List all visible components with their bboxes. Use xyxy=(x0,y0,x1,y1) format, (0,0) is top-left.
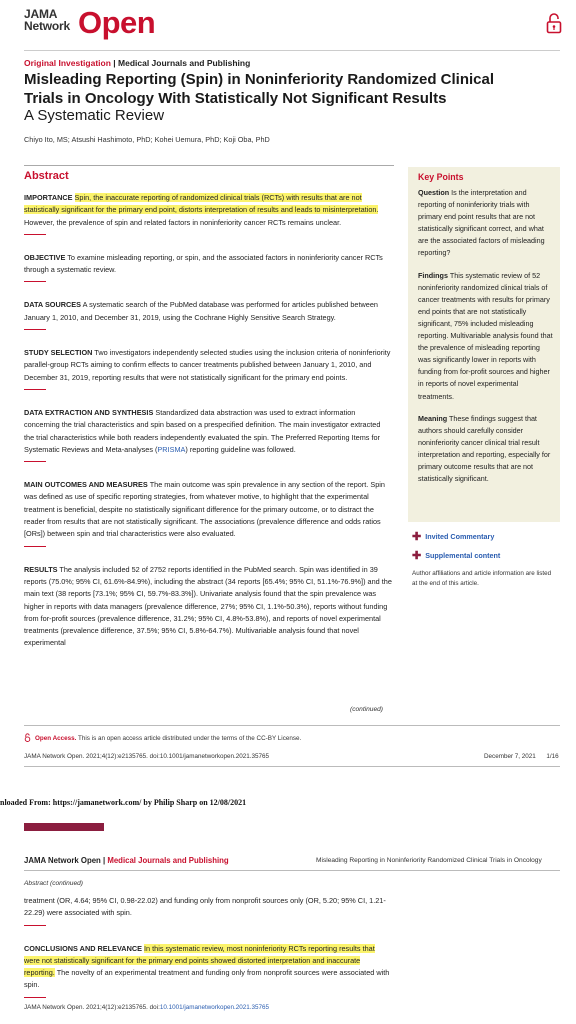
findings-label: Findings xyxy=(418,270,448,280)
page2-header-rule xyxy=(24,870,560,871)
section-divider xyxy=(24,997,46,998)
section-divider xyxy=(24,329,46,330)
open-access-text: This is an open access article distributed under the terms of the CC-BY License. xyxy=(76,735,302,742)
section-divider xyxy=(24,234,46,235)
conclusions-text: The novelty of an experimental treatment and funding only from nonprofit sources were associated with spin. xyxy=(24,968,390,990)
main-outcomes-label: MAIN OUTCOMES AND MEASURES xyxy=(24,480,148,490)
abstract-main-outcomes xyxy=(24,479,392,546)
results-continued-text: treatment (OR, 4.64; 95% CI, 0.98-22.02) and funding only from nonprofit sources only (OR, 5.20; 95% CI, 1.21-22.29) were associated with spin. xyxy=(24,896,386,918)
results-text: The analysis included 52 of 2752 reports identified in the PubMed search. Spin was identified in 39 reports (75.0%; 95% CI, 61.6%-84.9%), including the abstract (34 reports [65.4%; 95% CI, 51.1%-76.9%]) and the main text (38 reports [73.1%; 95% CI, 59.7%-83.3%]). Univariate analysis found that the spin prevalence was higher in reports with data managers (prevalence difference, 27%; 95% CI, 1.1%-50.3%), reports without funding from for-profit sources (prevalence difference, 31.2%; 95% CI, 4.8%-53.8%), and reports of novel experimental treatments (prevalence difference, 37.5%; 95% CI, 5.8%-64.7%). Multivariable analysis found that novel experimental xyxy=(24,564,392,648)
article-type-line xyxy=(24,58,250,68)
importance-highlight: Spin, the inaccurate reporting of randomized clinical trials (RCTs) with results that are not statistically significant for the primary end point, distorts interpretation of results and leads to misinterpretation. xyxy=(24,193,379,215)
key-points-body xyxy=(418,187,554,495)
abstract-body xyxy=(24,192,392,667)
logo-network-text: Network xyxy=(24,19,70,33)
key-points-question xyxy=(418,187,554,260)
footer-date-page xyxy=(484,753,559,760)
study-selection-text: Two investigators independently selected studies using the inclusion criteria of noninferiority parallel-group RCTs aiming to confirm effects to cancer treatments published between January 1, 2010, and December 31, 2019, reporting results that were not statistically significant for the primary end points. xyxy=(24,348,391,382)
article-category[interactable]: Medical Journals and Publishing xyxy=(118,58,251,68)
article-type-separator: | xyxy=(110,58,119,68)
lock-open-icon xyxy=(546,12,562,34)
abstract-rule xyxy=(24,165,394,166)
logo-jama-text: JAMA xyxy=(24,7,58,21)
continued-note: (continued) xyxy=(350,706,383,713)
abstract-importance xyxy=(24,192,392,235)
abstract-study-selection xyxy=(24,347,392,390)
section-divider xyxy=(24,281,46,282)
page2-separator: | xyxy=(100,856,108,865)
abstract-objective xyxy=(24,252,392,283)
findings-text: This systematic review of 52 noninferiority randomized clinical trials of cancer treatments with results for primary end points that are not statistically significant, 75% included misleading reporting. Multivariable analysis found that the prevalence of misleading reporting was significantly lower in reports with funding from for-profit sources and higher in reports of novel experimental treatments. xyxy=(418,270,553,401)
open-access-line xyxy=(24,733,301,742)
page2-citation xyxy=(24,1004,269,1011)
supplemental-content-label: Supplemental content xyxy=(425,551,501,560)
invited-commentary-link[interactable] xyxy=(412,530,494,543)
page2-category[interactable]: Medical Journals and Publishing xyxy=(107,856,229,865)
key-points-findings xyxy=(418,270,554,403)
author-affiliations-note: Author affiliations and article information are listed at the end of this article. xyxy=(412,570,552,587)
conclusions-label: CONCLUSIONS AND RELEVANCE xyxy=(24,943,142,953)
question-text: Is the interpretation and reporting of noninferiority trials with primary end point results that are not statistically significant correct, and what are the associated factors of misleading reporting? xyxy=(418,188,545,258)
abstract-results xyxy=(24,564,392,650)
prisma-link[interactable]: PRISMA xyxy=(157,444,186,454)
key-points-box xyxy=(408,167,560,522)
citation-footer: JAMA Network Open. 2021;4(12):e2135765. doi:10.1001/jamanetworkopen.2021.35765 xyxy=(24,753,270,760)
study-selection-label: STUDY SELECTION xyxy=(24,348,93,358)
article-type[interactable]: Original Investigation xyxy=(24,58,111,68)
results-continued xyxy=(24,895,392,926)
conclusions-highlight: In this systematic review, most noninferiority RCTs reporting results that were not statistically significant for the primary end points showed distorted interpretation and inaccurate reporting. xyxy=(24,943,375,978)
doi-link[interactable]: 10.1001/jamanetworkopen.2021.35765 xyxy=(159,1004,270,1011)
data-extraction-label: DATA EXTRACTION AND SYNTHESIS xyxy=(24,407,154,417)
header-rule xyxy=(24,50,560,51)
section-divider xyxy=(24,461,46,462)
objective-label: OBJECTIVE xyxy=(24,252,66,262)
plus-icon: ✚ xyxy=(412,531,422,543)
section-divider xyxy=(24,546,46,547)
question-label: Question xyxy=(418,188,450,197)
objective-text: To examine misleading reporting, or spin, and the associated factors in noninferiority cancer RCTs through a systematic review. xyxy=(24,252,383,275)
supplemental-content-link[interactable] xyxy=(412,549,500,562)
page2-abstract-body xyxy=(24,895,392,1015)
abstract-heading: Abstract xyxy=(24,170,69,182)
open-access-icon xyxy=(24,733,31,742)
publication-date: December 7, 2021 xyxy=(484,753,536,760)
meaning-label: Meaning xyxy=(418,413,448,423)
importance-label: IMPORTANCE xyxy=(24,193,73,202)
data-sources-label: DATA SOURCES xyxy=(24,300,82,310)
abstract-data-extraction xyxy=(24,407,392,462)
importance-text: However, the prevalence of spin and related factors in noninferiority cancer RCTs remains unclear. xyxy=(24,217,342,227)
page2-accent-bar xyxy=(24,823,104,831)
plus-icon: ✚ xyxy=(412,550,422,562)
key-points-meaning xyxy=(418,413,554,486)
author-list: Chiyo Ito, MS; Atsushi Hashimoto, PhD; Kohei Uemura, PhD; Koji Oba, PhD xyxy=(24,135,270,144)
open-access-label: Open Access. xyxy=(35,735,77,742)
abstract-conclusions xyxy=(24,943,392,998)
article-title: Misleading Reporting (Spin) in Noninferiority Randomized Clinical Trials in Oncology With Statistically Not Significant Results xyxy=(24,71,495,107)
download-watermark: nloaded From: https://jamanetwork.com/ by Philip Sharp on 12/08/2021 xyxy=(0,798,247,807)
section-divider xyxy=(24,925,46,926)
page-number: 1/16 xyxy=(546,753,559,760)
footer-rule xyxy=(24,725,560,726)
data-extraction-text-end: ) reporting guideline was followed. xyxy=(185,444,296,454)
invited-commentary-label: Invited Commentary xyxy=(425,532,495,541)
main-outcomes-text: The main outcome was spin prevalence in any section of the report. Spin was defined as use of specific reporting strategies, from whatever motive, to highlight that the experimental treatment is beneficial, despite no statistically significant difference for the primary outcome, or to distract the reader from results that are not statistically significant. The associations (prevalence difference and odds ratios [ORs]) between spin and trial characteristics were also evaluated. xyxy=(24,480,385,539)
page2-journal-line xyxy=(24,856,229,865)
article-subtitle: A Systematic Review xyxy=(24,107,165,124)
page2-journal: JAMA Network Open xyxy=(24,856,101,865)
data-extraction-text: Standardized data abstraction was used to extract information concerning the trial characteristics and spin based on a prespecified definition. The main investigator extracted the trial characteristics while both readers independently evaluated the spin. The Preferred Reporting Items for Systematic Reviews and Meta-analyses ( xyxy=(24,407,381,454)
key-points-heading: Key Points xyxy=(418,172,464,182)
section-divider xyxy=(24,389,46,390)
results-label: RESULTS xyxy=(24,564,58,574)
meaning-text: These findings suggest that authors should carefully consider noninferiority cancer clinical trial result interpretation and reporting, especially for primary outcome results that are not statistically significant. xyxy=(418,413,551,484)
abstract-continued-label: Abstract (continued) xyxy=(24,880,84,887)
logo-open-text: Open xyxy=(78,5,156,40)
data-sources-text: A systematic search of the PubMed database was performed for articles published between January 1, 2010, and December 31, 2019, using the Cochrane Highly Sensitive Search Strategy. xyxy=(24,300,378,322)
page2-citation-text: JAMA Network Open. 2021;4(12):e2135765. doi: xyxy=(24,1004,160,1011)
page2-running-title: Misleading Reporting in Noninferiority Randomized Clinical Trials in Oncology xyxy=(316,857,542,864)
abstract-data-sources xyxy=(24,299,392,330)
footer-bottom-rule xyxy=(24,766,560,767)
